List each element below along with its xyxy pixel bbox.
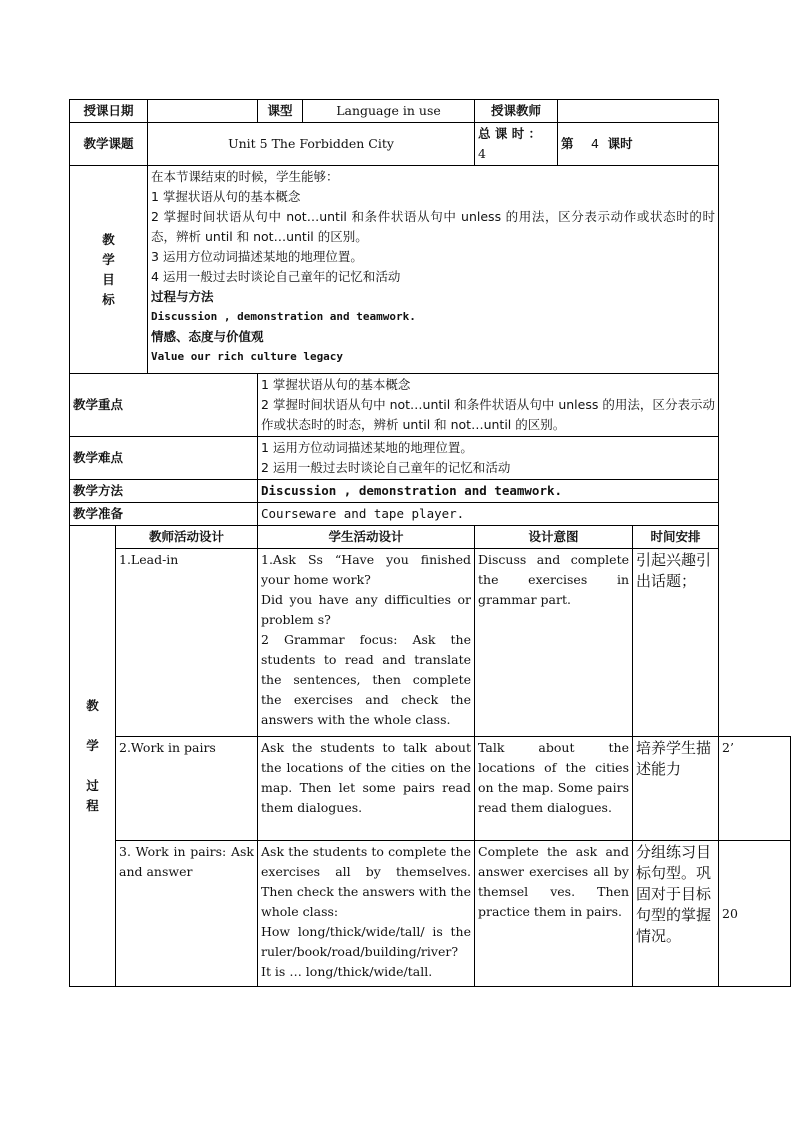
teacher-activity: 1.Lead-in (116, 549, 258, 737)
student-activity-line: Did you have any difficulties or problem s? (261, 592, 471, 627)
key-point-item: 1 掌握状语从句的基本概念 (261, 377, 411, 392)
difficult-points-label: 教学难点 (70, 437, 258, 480)
process-label-char: 学 (86, 738, 99, 753)
total-hours (475, 123, 558, 166)
teacher-activity: 2.Work in pairs (116, 737, 258, 841)
attitude-heading: 情感、态度与价值观 (151, 329, 264, 344)
objectives-label-char: 标 (102, 291, 115, 307)
extra-cell: 20 (719, 841, 791, 987)
key-point-item: 2 掌握时间状语从句中 not…until 和条件状语从句中 unless 的用法，区分表示动作或状态时的时态，辨析 until 和 not…until 的区别。 (261, 397, 715, 432)
process-label (70, 526, 116, 987)
objectives-label-char: 教 (102, 231, 115, 247)
preparation-value: Courseware and tape player. (258, 503, 719, 526)
preparation-label: 教学准备 (70, 503, 258, 526)
total-hours-label: 总 课 时 ： (478, 126, 542, 141)
time-arrangement: 培养学生描述能力 (633, 737, 719, 841)
process-label-char: 过 (86, 778, 99, 793)
methods-value: Discussion , demonstration and teamwork. (258, 480, 719, 503)
teacher-activity: 3. Work in pairs: Ask and answer (116, 841, 258, 987)
design-intent: Complete the ask and answer exercises all by themsel ves. Then practice them in pairs. (475, 841, 633, 987)
objectives-label-char: 目 (102, 271, 115, 287)
time-arrangement: 分组练习目标句型。巩固对于目标句型的掌握情况。 (633, 841, 719, 987)
student-activity (258, 737, 475, 841)
objectives-content (148, 166, 719, 374)
time-arrangement: 引起兴趣引出话题； (633, 549, 719, 737)
teacher-value (558, 100, 719, 123)
column-header-time: 时间安排 (633, 526, 719, 549)
extra-cell: 2’ (719, 737, 791, 841)
difficult-points-content (258, 437, 719, 480)
process-label-char: 教 (86, 698, 99, 713)
topic-value: Unit 5 The Forbidden City (148, 123, 475, 166)
student-activity-line: Ask the students to talk about the locations of the cities on the map. Then let some pairs read them dialogues. (261, 740, 471, 815)
objective-item: 3 运用方位动词描述某地的地理位置。 (151, 249, 363, 264)
extra-cell (719, 549, 791, 737)
methods-label: 教学方法 (70, 480, 258, 503)
period-suffix: 课时 (607, 136, 633, 151)
objectives-label (70, 166, 148, 374)
student-activity (258, 549, 475, 737)
key-points-content (258, 374, 719, 437)
student-activity-line: How long/thick/wide/tall/ is the ruler/book/road/building/river? (261, 924, 471, 959)
topic-label: 教学课题 (70, 123, 148, 166)
design-intent: Discuss and complete the exercises in grammar part. (475, 549, 633, 737)
period-cell (558, 123, 719, 166)
student-activity (258, 841, 475, 987)
objective-item: 4 运用一般过去时谈论自己童年的记忆和活动 (151, 269, 401, 284)
student-activity-line: It is … long/thick/wide/tall. (261, 964, 433, 979)
table-row (70, 841, 791, 987)
objective-item: 2 掌握时间状语从句中 not…until 和条件状语从句中 unless 的用法，区分表示动作或状态时的时态，辨析 until 和 not…until 的区别。 (151, 209, 715, 244)
objective-item: 1 掌握状语从句的基本概念 (151, 189, 301, 204)
difficult-point-item: 1 运用方位动词描述某地的地理位置。 (261, 440, 473, 455)
process-label-char: 程 (86, 798, 99, 813)
type-value: Language in use (303, 100, 475, 123)
date-value (148, 100, 258, 123)
student-activity-line: 1.Ask Ss “Have you finished your home work? (261, 552, 471, 587)
difficult-point-item: 2 运用一般过去时谈论自己童年的记忆和活动 (261, 460, 511, 475)
process-text: Discussion , demonstration and teamwork. (151, 310, 416, 323)
design-intent: Talk about the locations of the cities on the map. Some pairs read them dialogues. (475, 737, 633, 841)
period-value: 4 (590, 136, 599, 151)
teacher-label: 授课教师 (475, 100, 558, 123)
key-points-label: 教学重点 (70, 374, 258, 437)
student-activity-line: Ask the students to complete the exercises all by themselves. Then check the answers with the whole class: (261, 844, 471, 919)
type-label: 课型 (258, 100, 303, 123)
table-row (70, 737, 791, 841)
period-prefix: 第 (561, 136, 574, 151)
date-label: 授课日期 (70, 100, 148, 123)
column-header-student: 学生活动设计 (258, 526, 475, 549)
objectives-label-char: 学 (102, 251, 115, 267)
attitude-text: Value our rich culture legacy (151, 350, 344, 363)
objectives-intro: 在本节课结束的时候，学生能够： (151, 169, 339, 184)
process-heading: 过程与方法 (151, 289, 214, 304)
student-activity-line: 2 Grammar focus: Ask the students to read and translate the sentences, then complete the exercises and check the answers with the whole class. (261, 632, 471, 727)
column-header-intent: 设计意图 (475, 526, 633, 549)
lesson-plan-table (69, 99, 791, 987)
total-hours-value: 4 (478, 146, 486, 161)
table-row (70, 549, 791, 737)
column-header-teacher: 教师活动设计 (116, 526, 258, 549)
